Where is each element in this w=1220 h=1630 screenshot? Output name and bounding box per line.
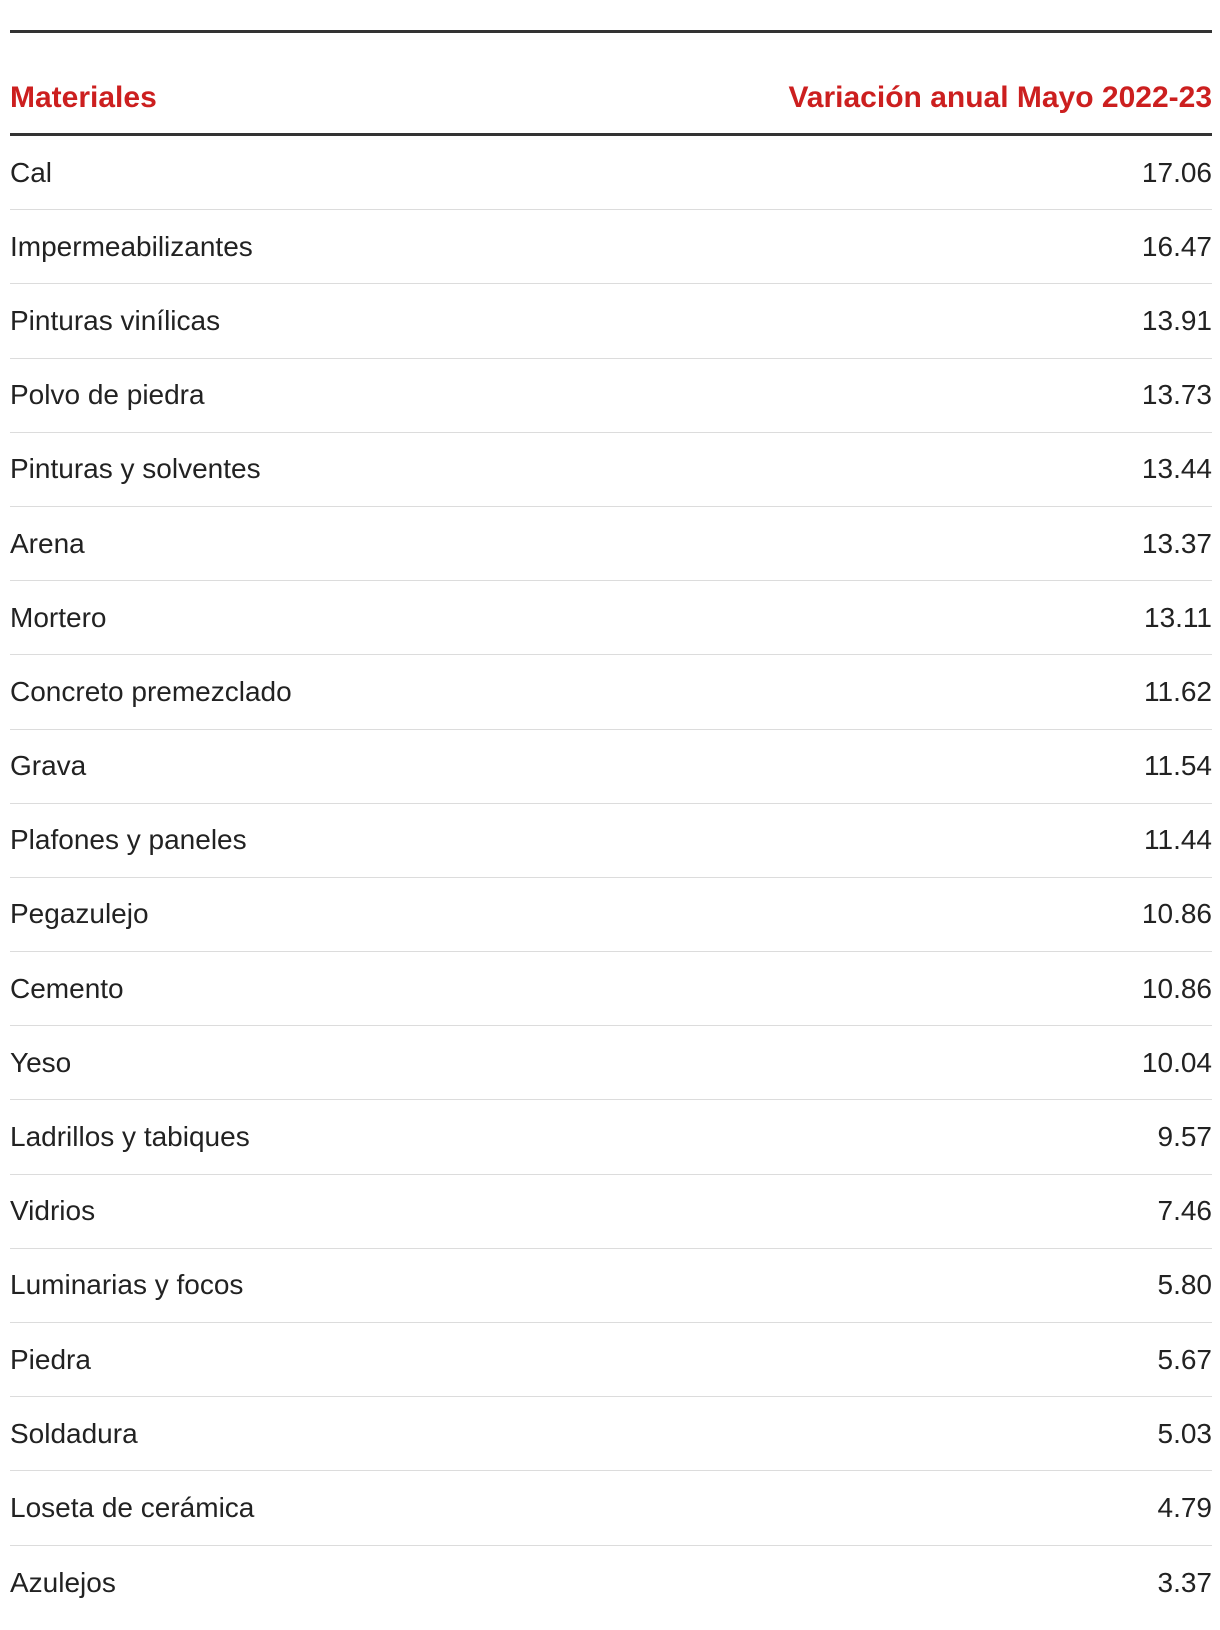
table-body (10, 136, 1212, 1620)
table-row (10, 1546, 1212, 1620)
material-name-cell: Grava (10, 750, 87, 782)
material-name-cell: Cal (10, 156, 53, 188)
header-variacion-anual: Variación anual Mayo 2022-23 (788, 81, 1212, 114)
table-row (10, 507, 1212, 581)
table-row (10, 359, 1212, 433)
material-name-cell: Luminarias y focos (10, 1269, 244, 1301)
table-row (10, 804, 1212, 878)
variation-value-cell: 9.57 (1157, 1121, 1212, 1153)
table-row (10, 284, 1212, 358)
variation-value-cell: 10.04 (1141, 1046, 1212, 1078)
variation-value-cell: 16.47 (1141, 230, 1212, 262)
variation-value-cell: 13.91 (1141, 304, 1212, 336)
variation-value-cell: 7.46 (1157, 1195, 1212, 1227)
variation-value-cell: 11.44 (1144, 824, 1212, 856)
material-name-cell: Pinturas y solventes (10, 453, 261, 485)
variation-value-cell: 10.86 (1141, 972, 1212, 1004)
table-row (10, 1249, 1212, 1323)
table-row (10, 878, 1212, 952)
table-header (10, 33, 1212, 136)
material-name-cell: Pinturas vinílicas (10, 304, 221, 336)
table-row (10, 1471, 1212, 1545)
table-row (10, 433, 1212, 507)
header-materiales: Materiales (10, 81, 157, 114)
variation-value-cell: 17.06 (1141, 156, 1212, 188)
material-name-cell: Ladrillos y tabiques (10, 1121, 250, 1153)
table-row (10, 655, 1212, 729)
table-row (10, 952, 1212, 1026)
variation-value-cell: 11.54 (1144, 750, 1212, 782)
material-name-cell: Soldadura (10, 1417, 138, 1449)
table-row (10, 1397, 1212, 1471)
material-name-cell: Polvo de piedra (10, 379, 205, 411)
material-name-cell: Piedra (10, 1343, 91, 1375)
material-name-cell: Azulejos (10, 1566, 116, 1598)
material-name-cell: Impermeabilizantes (10, 230, 253, 262)
table-row (10, 581, 1212, 655)
material-name-cell: Yeso (10, 1046, 72, 1078)
variation-value-cell: 13.11 (1144, 601, 1212, 633)
material-name-cell: Pegazulejo (10, 898, 149, 930)
variation-value-cell: 11.62 (1144, 675, 1212, 707)
variation-value-cell: 13.37 (1141, 527, 1212, 559)
table-row (10, 1026, 1212, 1100)
variation-value-cell: 4.79 (1157, 1491, 1212, 1523)
material-name-cell: Arena (10, 527, 85, 559)
materials-table (10, 30, 1212, 1620)
table-row (10, 210, 1212, 284)
material-name-cell: Cemento (10, 972, 124, 1004)
material-name-cell: Loseta de cerámica (10, 1491, 255, 1523)
material-name-cell: Plafones y paneles (10, 824, 247, 856)
material-name-cell: Vidrios (10, 1195, 96, 1227)
variation-value-cell: 5.03 (1157, 1417, 1212, 1449)
table-row (10, 730, 1212, 804)
table-row (10, 136, 1212, 210)
table-row (10, 1323, 1212, 1397)
variation-value-cell: 5.67 (1157, 1343, 1212, 1375)
material-name-cell: Concreto premezclado (10, 675, 292, 707)
variation-value-cell: 10.86 (1141, 898, 1212, 930)
variation-value-cell: 13.44 (1141, 453, 1212, 485)
variation-value-cell: 5.80 (1157, 1269, 1212, 1301)
variation-value-cell: 13.73 (1141, 379, 1212, 411)
table-row (10, 1175, 1212, 1249)
variation-value-cell: 3.37 (1157, 1566, 1212, 1598)
table-row (10, 1100, 1212, 1174)
material-name-cell: Mortero (10, 601, 107, 633)
